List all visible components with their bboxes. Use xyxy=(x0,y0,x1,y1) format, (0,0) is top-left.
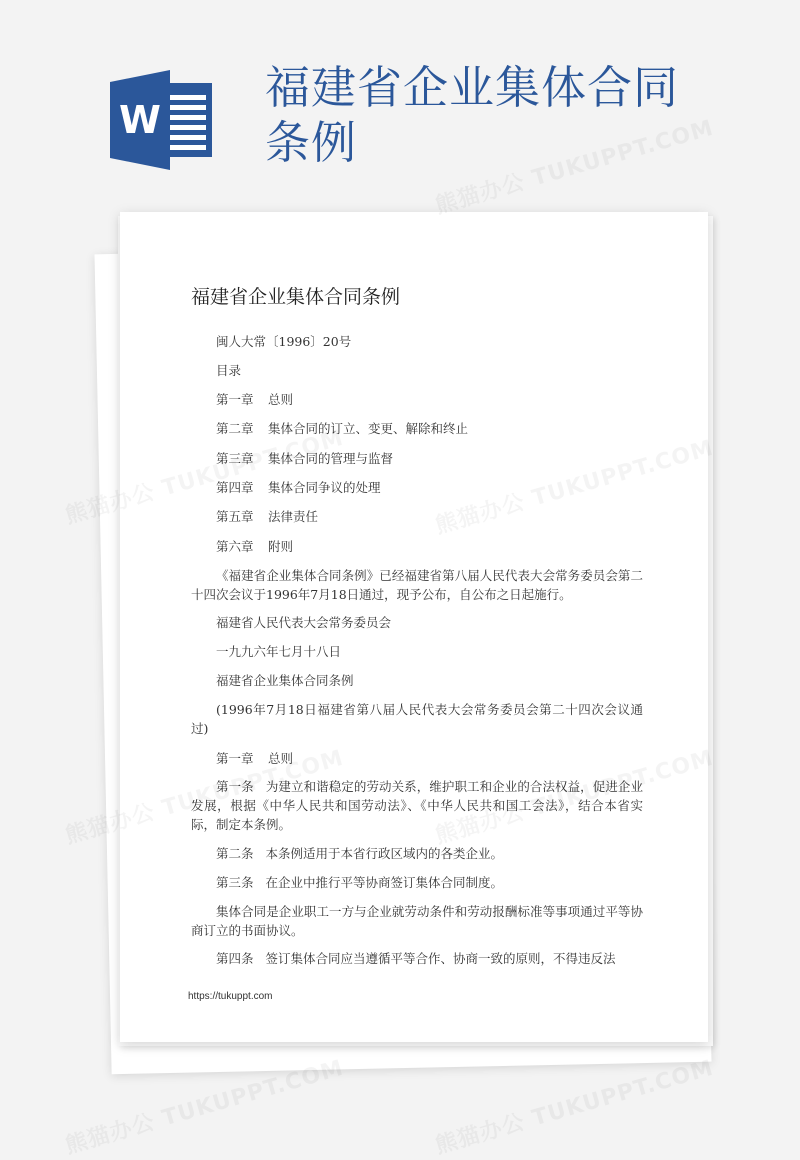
article-1: 第一条 为建立和谐稳定的劳动关系，维护职工和企业的合法权益，促进企业发展，根据《中华人民共和国劳动法》、《中华人民共和国工会法》，结合本省实际，制定本条例。 xyxy=(191,779,643,832)
toc-label: 目录 xyxy=(216,363,242,378)
document-page xyxy=(120,212,708,1042)
article-2: 第二条 本条例适用于本省行政区域内的各类企业。 xyxy=(216,846,503,861)
toc-item[interactable]: 第三章 集体合同的管理与监督 xyxy=(216,451,394,466)
article-3-paragraph: 集体合同是企业职工一方与企业就劳动条件和劳动报酬标准等事项通过平等协商订立的书面协议。 xyxy=(191,904,643,938)
document-title: 福建省企业集体合同条例 xyxy=(191,286,401,308)
chapter-heading: 第一章 总则 xyxy=(216,751,294,766)
doc-number: 闽人大常〔1996〕20号 xyxy=(216,334,352,349)
adoption-note: (1996年7月18日福建省第八届人民代表大会常务委员会第二十四次会议通过) xyxy=(191,702,643,736)
promulgation-paragraph: 《福建省企业集体合同条例》已经福建省第八届人民代表大会常务委员会第二十四次会议于1996年7月18日通过，现予公布，自公布之日起施行。 xyxy=(191,568,643,602)
toc-item[interactable]: 第六章 附则 xyxy=(216,539,294,554)
word-document-icon xyxy=(110,70,215,170)
article-3: 第三条 在企业中推行平等协商签订集体合同制度。 xyxy=(216,875,503,890)
toc-item[interactable]: 第一章 总则 xyxy=(216,392,294,407)
svg-text:W: W xyxy=(119,98,161,142)
toc-item[interactable]: 第四章 集体合同争议的处理 xyxy=(216,480,381,495)
issuer: 福建省人民代表大会常务委员会 xyxy=(216,615,392,630)
toc-item[interactable]: 第二章 集体合同的订立、变更、解除和终止 xyxy=(216,421,469,436)
article-4: 第四条 签订集体合同应当遵循平等合作、协商一致的原则，不得违反法 xyxy=(216,951,616,966)
watermark xyxy=(431,1051,716,1160)
page-title: 福建省企业集体合同条例 xyxy=(265,61,680,169)
footer-link[interactable]: https://tukuppt.com xyxy=(188,991,273,1002)
document-subtitle: 福建省企业集体合同条例 xyxy=(216,673,354,688)
toc-item[interactable]: 第五章 法律责任 xyxy=(216,509,319,524)
issue-date: 一九九六年七月十八日 xyxy=(216,644,342,659)
